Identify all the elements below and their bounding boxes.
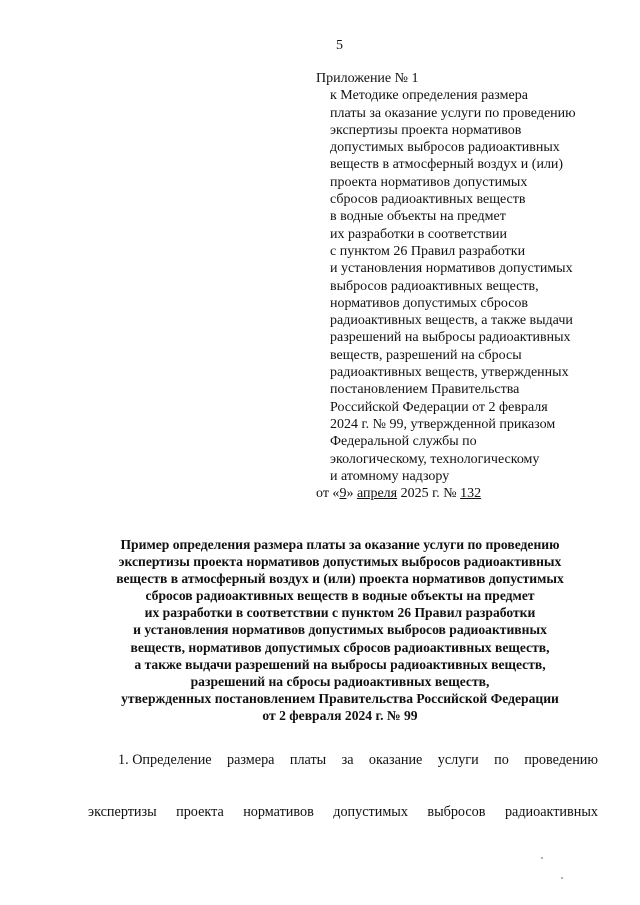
paragraph-line-1 [118, 752, 598, 769]
title-line: экспертизы проекта нормативов допустимых выбросов радиоактивных [118, 554, 562, 570]
appendix-line: выбросов радиоактивных веществ, [330, 278, 539, 294]
appendix-line: Российской Федерации от 2 февраля [330, 399, 548, 415]
date-day: 9 [339, 486, 347, 502]
title-line: Пример определения размера платы за оказание услуги по проведению [120, 537, 560, 552]
scan-speck [541, 857, 543, 859]
appendix-line: их разработки в соответствии [330, 226, 508, 242]
order-number: 132 [460, 486, 482, 502]
paragraph-line-2 [88, 804, 598, 821]
appendix-line: экспертизы проекта нормативов [330, 122, 522, 138]
paragraph-word: проведению [524, 752, 598, 768]
page-number: 5 [336, 38, 343, 53]
appendix-line: радиоактивных веществ, а также выдачи [330, 313, 573, 329]
paragraph-word: услуги [437, 752, 479, 768]
title-line: от 2 февраля 2024 г. № 99 [262, 707, 418, 723]
title-line: утвержденных постановлением Правительства Российской Федерации [121, 690, 559, 706]
date-prefix: от « [316, 486, 340, 502]
appendix-line: с пунктом 26 Правил разработки [330, 243, 526, 259]
appendix-header [316, 70, 616, 502]
title-line: разрешений на сбросы радиоактивных веществ, [190, 673, 490, 689]
paragraph-word: радиоактивных [504, 804, 598, 820]
title-line: их разработки в соответствии с пунктом 26 Правил разработки [144, 605, 536, 621]
paragraph-word: выбросов [427, 804, 486, 820]
appendix-line: в водные объекты на предмет [330, 209, 506, 225]
scan-speck [561, 877, 563, 879]
title-line: и установления нормативов допустимых выбросов радиоактивных [133, 622, 547, 638]
appendix-line: разрешений на выбросы радиоактивных [330, 330, 571, 346]
date-month: апреля [356, 486, 398, 502]
appendix-line: веществ, разрешений на сбросы [330, 347, 522, 363]
title-line: веществ в атмосферный воздух и (или) проекта нормативов допустимых [116, 571, 564, 587]
document-title [60, 536, 620, 724]
title-line: а также выдачи разрешений на выбросы радиоактивных веществ, [134, 656, 546, 672]
date-mid: » [346, 486, 357, 502]
paragraph-word: экспертизы [88, 804, 157, 820]
approval-date-line [316, 485, 616, 502]
appendix-line: к Методике определения размера [330, 88, 528, 104]
appendix-line: проекта нормативов допустимых [330, 174, 528, 190]
paragraph-word: платы [289, 752, 327, 768]
paragraph-word: оказание [368, 752, 423, 768]
paragraph-word: 1. Определение [118, 752, 212, 768]
appendix-line: платы за оказание услуги по проведению [330, 105, 576, 121]
paragraph-word: по [494, 752, 509, 768]
paragraph-word: размера [227, 752, 275, 768]
title-line: сбросов радиоактивных веществ в водные объекты на предмет [145, 588, 535, 604]
appendix-line: постановлением Правительства [330, 382, 520, 398]
appendix-line: радиоактивных веществ, утвержденных [330, 365, 569, 381]
title-line: веществ, нормативов допустимых сбросов радиоактивных веществ, [130, 639, 550, 655]
paragraph-word: проекта [176, 804, 224, 820]
appendix-line: 2024 г. № 99, утвержденной приказом [330, 416, 556, 432]
appendix-line: веществ в атмосферный воздух и (или) [330, 157, 564, 173]
appendix-line: экологическому, технологическому [330, 451, 540, 467]
appendix-line: допустимых выбросов радиоактивных [330, 140, 560, 156]
appendix-line: Приложение № 1 [316, 71, 419, 86]
appendix-line: Федеральной службы по [330, 434, 477, 450]
appendix-line: и установления нормативов допустимых [330, 261, 573, 277]
appendix-line: и атомному надзору [330, 468, 450, 484]
date-year: 2025 г. № [397, 486, 461, 502]
appendix-line: нормативов допустимых сбросов [330, 295, 529, 311]
paragraph-word: нормативов [243, 804, 314, 820]
appendix-line: сбросов радиоактивных веществ [330, 192, 526, 208]
paragraph-word: за [341, 752, 354, 768]
paragraph-word: допустимых [333, 804, 408, 820]
